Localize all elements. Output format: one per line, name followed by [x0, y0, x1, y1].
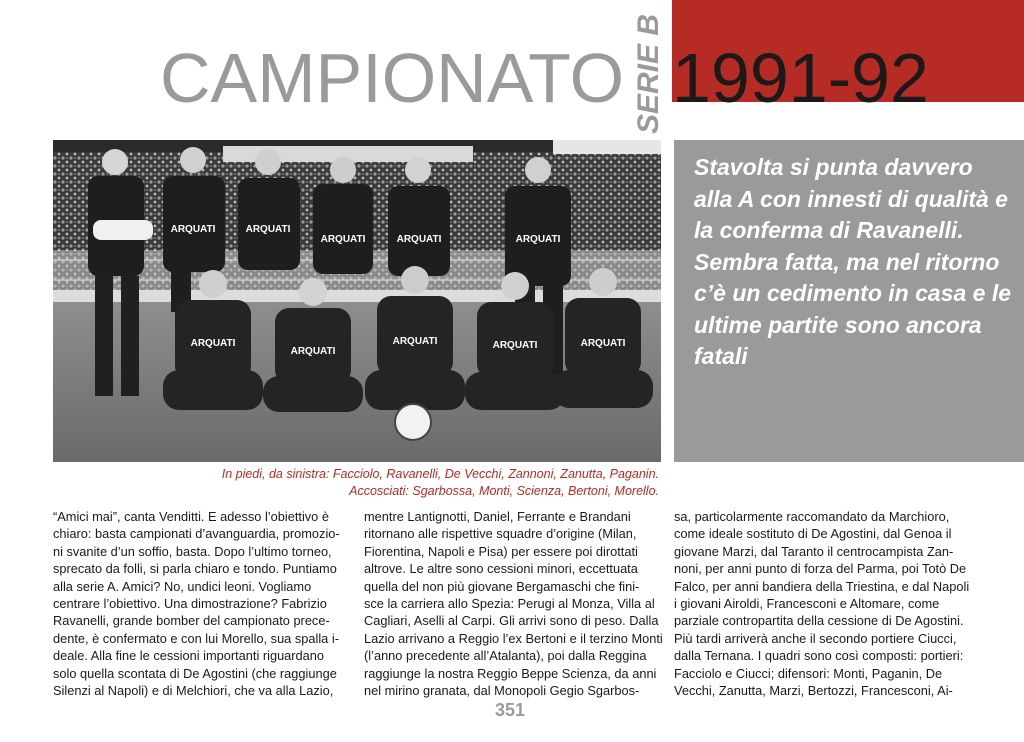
text-line: Facciolo e Ciucci; difensori: Monti, Paganin, De: [674, 665, 943, 681]
article-column-3: [674, 508, 972, 699]
text-line: quella del non più giovane Bergamaschi che fini-: [364, 578, 640, 594]
text-line: i giovani Airoldi, Francesconi e Altomare, come: [674, 596, 940, 612]
text-line: chiaro: basta campionati d’avanguardia, promozio-: [53, 526, 340, 542]
text-line: Ravanelli, grande bomber del campionato prece-: [53, 613, 330, 629]
text-line: sprecato da folli, si parla chiaro e tondo. Puntiamo: [53, 561, 337, 577]
shirt-sponsor: ARQUATI: [515, 234, 561, 245]
text-line: dente, è confermato e con lui Morello, sua spalla i-: [53, 630, 339, 646]
text-line: Lazio arrivano a Reggio l’ex Bertoni e il terzino Monti: [364, 630, 663, 646]
text-line: raggiunge la nostra Reggio Beppe Scienza, da anni: [364, 665, 657, 681]
season-year: 1991-92: [672, 39, 929, 117]
page-title: CAMPIONATO: [160, 39, 625, 117]
shirt-sponsor: ARQUATI: [580, 338, 626, 349]
text-line: Cagliari, Aselli al Carpi. Gli arrivi sono di peso. Dalla: [364, 613, 659, 629]
serie-b-label: SERIE B: [632, 13, 665, 134]
text-line: “Amici mai”, canta Venditti. E adesso l’obiettivo è: [53, 509, 329, 524]
text-line: Falco, per anni bandiera della Triestina, e dal Napoli: [674, 578, 970, 594]
shirt-sponsor: ARQUATI: [290, 346, 336, 357]
text-line: dalla Ternana. I quadri sono così composti: portieri:: [674, 648, 964, 664]
team-photo: [53, 140, 661, 462]
shirt-sponsor: ARQUATI: [170, 224, 216, 235]
caption-line-1: In piedi, da sinistra: Facciolo, Ravanelli, De Vecchi, Zannoni, Zanutta, Paganin.: [221, 467, 659, 481]
text-line: Fiorentina, Napoli e Pisa) per essere poi dirottati: [364, 543, 638, 559]
text-line: parziale contropartita della cessione di De Agostini.: [674, 613, 964, 629]
caption-line-2: Accosciati: Sgarbossa, Monti, Scienza, Bertoni, Morello.: [349, 484, 659, 498]
lead-text: Stavolta si punta davvero alla A con innesti di qualità e la conferma di Ravanelli. Sembra fatta, ma nel ritorno c’è un cedimento in casa e le ultime partite sono ancora fatali: [694, 154, 1012, 369]
shirt-sponsor: ARQUATI: [396, 234, 442, 245]
text-line: altrove. Le altre sono cessioni minori, eccettuata: [364, 561, 638, 577]
text-line: noni, per anni punto di forza del Parma, poi Totò De: [674, 561, 967, 577]
text-line: nel mirino granata, dal Monopoli Gegio Sgarbos-: [364, 683, 640, 699]
article-column-1: [53, 508, 349, 699]
text-line: giovane Marzi, dal Taranto il centrocampista Zan-: [674, 543, 954, 559]
shirt-sponsor: ARQUATI: [392, 336, 438, 347]
text-line: Più tardi arriverà anche il secondo portiere Ciucci,: [674, 630, 957, 646]
text-line: ni svanite d’un soffio, basta. Dopo l’ultimo torneo,: [53, 543, 332, 559]
shirt-sponsor: ARQUATI: [245, 224, 291, 235]
text-line: solo quella scontata di De Agostini (che raggiunge: [53, 665, 337, 681]
text-line: alla serie A. Amici? No, undici leoni. Vogliamo: [53, 578, 312, 594]
shirt-sponsor: ARQUATI: [190, 338, 236, 349]
text-line: sa, particolarmente raccomandato da Marchioro,: [674, 509, 950, 524]
article-column-2: [364, 508, 663, 699]
text-line: mentre Lantignotti, Daniel, Ferrante e Brandani: [364, 509, 631, 524]
text-line: deale. Alla fine le cessioni importanti riguardano: [53, 648, 325, 664]
text-line: sce la carriera allo Spezia: Perugi al Monza, Villa al: [364, 596, 655, 612]
shirt-sponsor: ARQUATI: [320, 234, 366, 245]
lead-box: [674, 140, 1024, 462]
text-line: (l’anno precedente all’Atalanta), poi dalla Reggina: [364, 648, 647, 664]
text-line: come ideale sostituto di De Agostini, dal Genoa il: [674, 526, 952, 542]
text-line: Vecchi, Zanutta, Marzi, Bertozzi, Francesconi, Ai-: [674, 683, 953, 699]
shirt-sponsor: ARQUATI: [492, 340, 538, 351]
text-line: ritornano alle rispettive squadre d’origine (Milan,: [364, 526, 637, 542]
page-number: 351: [494, 700, 526, 720]
text-line: centrare l’obiettivo. Una dimostrazione? Fabrizio: [53, 596, 327, 612]
photo-caption: [53, 466, 659, 500]
text-line: Silenzi al Napoli) e di Melchiori, che va alla Lazio,: [53, 683, 334, 699]
